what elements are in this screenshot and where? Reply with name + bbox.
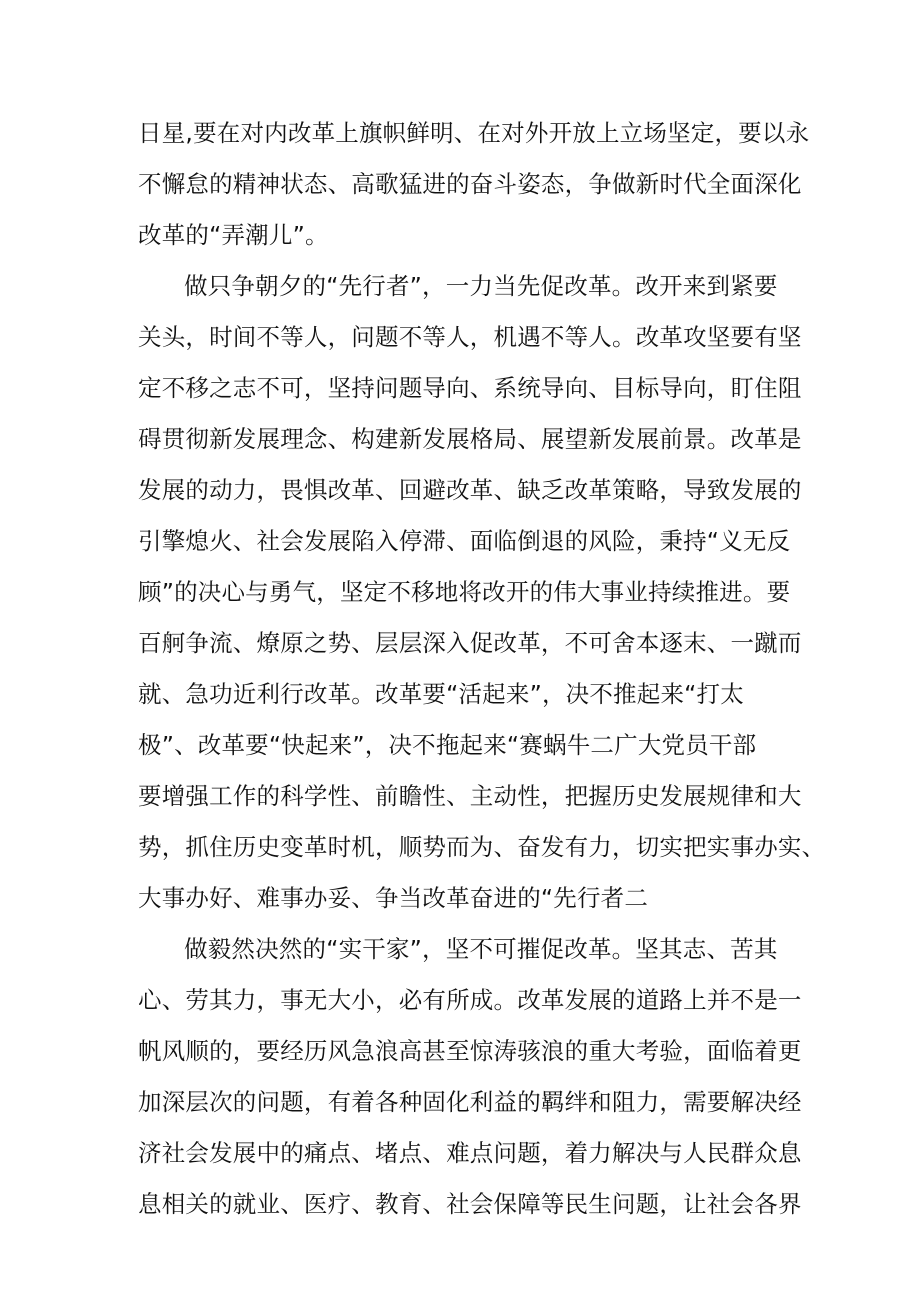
text-line: 关头，时间不等人，问题不等人，机遇不等人。改革攻坚要有坚 bbox=[138, 323, 802, 351]
text-line: 碍贯彻新发展理念、构建新发展格局、展望新发展前景。改革是 bbox=[138, 425, 802, 453]
paragraph-3 bbox=[138, 924, 803, 1230]
text-line: 就、急功近利行改革。改革要“活起来”，决不推起来“打太 bbox=[138, 680, 744, 708]
text-line: 顾”的决心与勇气，坚定不移地将改开的伟大事业持续推进。要 bbox=[138, 578, 791, 606]
text-line: 不懈怠的精神状态、高歌猛进的奋斗姿态，争做新时代全面深化 bbox=[138, 170, 802, 198]
text-line: 极”、改革要“快起来”，决不拖起来“赛蜗牛二广大党员干部 bbox=[138, 731, 757, 759]
text-line: 大事办好、难事办妥、争当改革奋进的“先行者二 bbox=[138, 884, 649, 912]
text-line: 百舸争流、燎原之势、层层深入促改革，不可舍本逐末、一蹴而 bbox=[138, 629, 802, 657]
text-line: 帆风顺的，要经历风急浪高甚至惊涛骇浪的重大考验，面临着更 bbox=[138, 1037, 802, 1065]
text-line: 要增强工作的科学性、前瞻性、主动性，把握历史发展规律和大 bbox=[138, 782, 802, 810]
text-line: 济社会发展中的痛点、堵点、难点问题，着力解决与人民群众息 bbox=[138, 1139, 802, 1167]
paragraph-2 bbox=[138, 261, 826, 924]
text-line: 引擎熄火、社会发展陷入停滞、面临倒退的风险，秉持“义无反 bbox=[138, 527, 791, 555]
text-line: 做只争朝夕的“先行者”，一力当先促改革。改开来到紧要 bbox=[184, 272, 778, 300]
text-line: 做毅然决然的“实干家”，坚不可摧促改革。坚其志、苦其 bbox=[184, 935, 778, 963]
text-line: 息相关的就业、医疗、教育、社会保障等民生问题，让社会各界 bbox=[138, 1190, 802, 1218]
text-line: 日星,要在对内改革上旗帜鲜明、在对外开放上立场坚定，要以永 bbox=[138, 119, 810, 147]
text-line: 心、劳其力，事无大小，必有所成。改革发展的道路上并不是一 bbox=[138, 986, 802, 1014]
paragraph-1 bbox=[138, 108, 810, 261]
document-page bbox=[138, 108, 826, 1230]
text-line: 加深层次的问题，有着各种固化利益的羁绊和阻力，需要解决经 bbox=[138, 1088, 802, 1116]
text-line: 发展的动力，畏惧改革、回避改革、缺乏改革策略，导致发展的 bbox=[138, 476, 802, 504]
text-line: 定不移之志不可，坚持问题导向、系统导向、目标导向，盯住阻 bbox=[138, 374, 802, 402]
text-line: 改革的“弄潮儿”。 bbox=[138, 221, 329, 249]
text-line: 势，抓住历史变革时机，顺势而为、奋发有力，切实把实事办实、 bbox=[138, 833, 826, 861]
